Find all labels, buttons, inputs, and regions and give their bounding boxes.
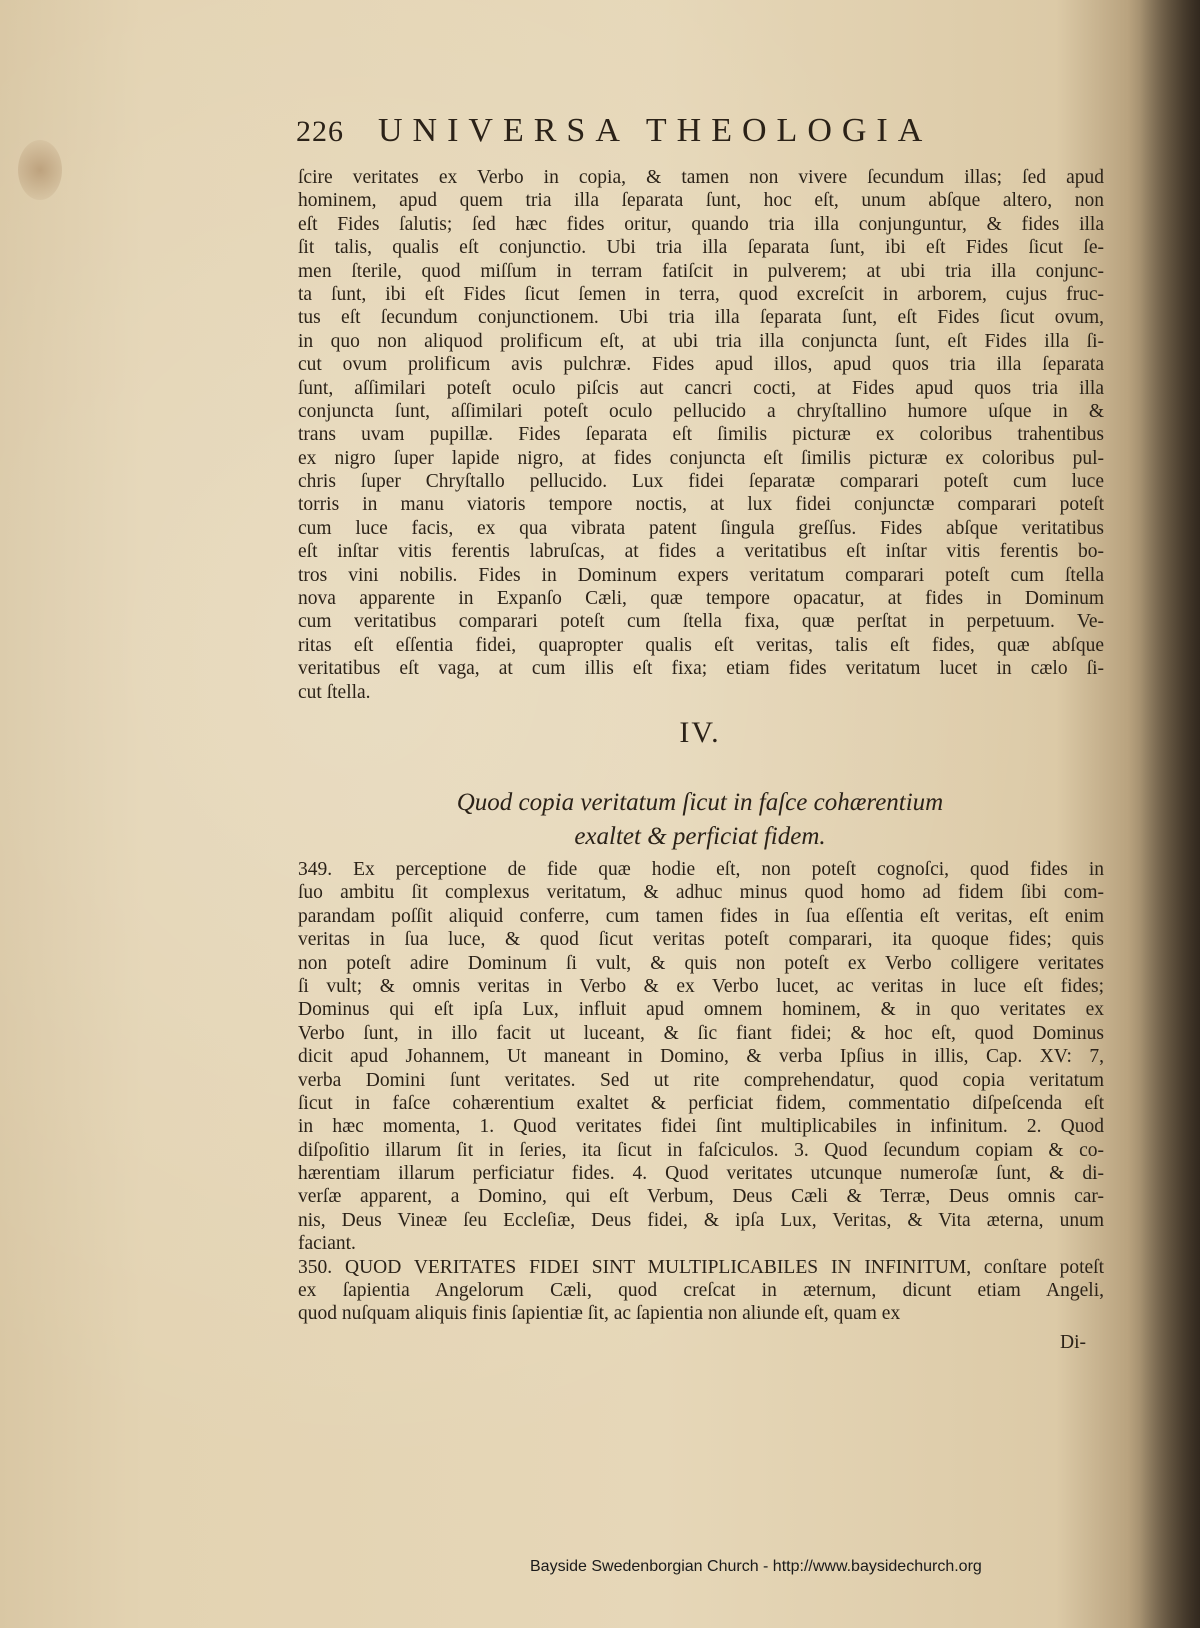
paper-stain (18, 140, 62, 200)
text-line: nis, Deus Vineæ ſeu Eccleſiæ, Deus fidei, & ipſa Lux, Veritas, & Vita æterna, unum (298, 1209, 1104, 1231)
text-line: 349. Ex perceptione de fide quæ hodie eſt, non poteſt cognoſci, quod fides in (298, 859, 1104, 880)
text-line: verſæ apparent, a Domino, qui eſt Verbum, Deus Cæli & Terræ, Deus omnis car- (298, 1186, 1104, 1208)
text-line: ritas eſt eſſentia fidei, quapropter qualis eſt veritas, talis eſt fides, quæ abſque (298, 634, 1104, 656)
text-line: eſt inſtar vitis ferentis labruſcas, at fides a veritatibus eſt inſtar vitis ferentis bo- (298, 541, 1104, 563)
text-line: hærentiam illarum perficiatur fides. 4. Quod veritates utcunque numeroſæ ſunt, & di- (298, 1163, 1104, 1185)
text-line: ſit talis, qualis eſt conjunctio. Ubi tria illa ſeparata ſunt, ibi eſt Fides ſicut ſe- (298, 237, 1104, 259)
text-line: chris ſuper Chryſtallo pellucido. Lux fidei ſeparatæ comparari poteſt cum luce (298, 471, 1104, 493)
catchword: Di- (1060, 1332, 1086, 1353)
text-line: veritatibus eſt vaga, at cum illis eſt fixa; etiam fides veritatum lucet in cælo ſi- (298, 658, 1104, 680)
text-line: tros vini nobilis. Fides in Dominum expers veritatum comparari poteſt cum ſtella (298, 564, 1104, 586)
watermark-text: Bayside Swedenborgian Church - http://www.baysidechurch.org (530, 1558, 982, 1575)
text-line: ex nigro ſuper lapide nigro, at fides conjuncta eſt ſimilis picturæ ex coloribus pul- (298, 447, 1104, 469)
text-line: cut ovum prolificum avis pulchræ. Fides apud illos, apud quos tria illa ſeparata (298, 354, 1104, 376)
text-line: verba Domini ſunt veritates. Sed ut rite comprehendatur, quod copia veritatum (298, 1069, 1104, 1091)
text-line: dicit apud Johannem, Ut maneant in Domino, & verba Ipſius in illis, Cap. XV: 7, (298, 1046, 1104, 1068)
text-line: Dominus qui eſt ipſa Lux, influit apud omnem hominem, & in quo veritates ex (298, 999, 1104, 1021)
section-one-text (298, 166, 1104, 704)
text-line: Verbo ſunt, in illo facit ut luceant, & ſic fiant fidei; & hoc eſt, quod Dominus (298, 1022, 1104, 1044)
text-line: nova apparente in Expanſo Cæli, quæ tempore opacatur, at fides in Dominum (298, 588, 1104, 610)
text-line: hominem, apud quem tria illa ſeparata ſunt, hoc eſt, unum abſque altero, non (298, 190, 1104, 212)
section-heading-line-2: exaltet & perficiat fidem. (574, 823, 826, 850)
text-line: men ſterile, quod miſſum in terram fatiſcit in pulverem; at ubi tria illa conjunc- (298, 260, 1104, 282)
section-two-text (298, 858, 1104, 1326)
page-number: 226 (296, 115, 344, 148)
text-line: tus eſt ſecundum conjunctionem. Ubi tria illa ſeparata ſunt, eſt Fides ſicut ovum, (298, 307, 1104, 329)
text-line: ſcire veritates ex Verbo in copia, & tamen non vivere ſecundum illas; ſed apud (298, 167, 1104, 188)
text-line: veritas in ſua luce, & quod ſicut veritas poteſt comparari, ita quoque fides; quis (298, 929, 1104, 951)
text-line: in hæc momenta, 1. Quod veritates fidei ſint multiplicabiles in infinitum. 2. Quod (298, 1116, 1104, 1138)
section-heading-line-1: Quod copia veritatum ſicut in faſce cohærentium (456, 789, 944, 816)
text-line: cut ſtella. (298, 681, 371, 703)
text-line: ſuo ambitu ſit complexus veritatum, & adhuc minus quod homo ad fidem ſibi com- (298, 882, 1104, 904)
section-heading (380, 786, 1020, 854)
text-line: non poteſt adire Dominum ſi vult, & quis non poteſt ex Verbo colligere veritates (298, 952, 1104, 974)
text-line: faciant. (298, 1233, 356, 1255)
text-line: cum veritatibus comparari poteſt cum ſtella fixa, quæ perſtat in perpetuum. Ve- (298, 611, 1104, 633)
running-title: UNIVERSA THEOLOGIA (378, 112, 933, 149)
text-line: parandam poſſit aliquid conferre, cum tamen fides in ſua eſſentia eſt veritas, eſt enim (298, 905, 1104, 927)
running-head (296, 112, 1016, 160)
text-line: ex ſapientia Angelorum Cæli, quod creſcat in æternum, dicunt etiam Angeli, (298, 1280, 1104, 1302)
section-numeral: IV. (679, 716, 721, 749)
text-line: cum luce facis, ex qua vibrata patent ſingula greſſus. Fides abſque veritatibus (298, 517, 1104, 539)
binding-shadow (1140, 0, 1200, 1628)
text-line: ta ſunt, ibi eſt Fides ſicut ſemen in terra, quod excreſcit in arborem, cujus fruc- (298, 283, 1104, 305)
text-line: quod nuſquam aliquis finis ſapientiæ ſit, ac ſapientia non aliunde eſt, quam ex (298, 1303, 901, 1325)
text-line: diſpoſitio illarum ſit in ſeries, ita ſicut in faſciculos. 3. Quod ſecundum copiam & co- (298, 1139, 1104, 1161)
text-line: ſicut in faſce cohærentium exaltet & perficiat fidem, commentatio diſpeſcenda eſt (298, 1092, 1104, 1114)
text-line: in quo non aliquod prolificum eſt, at ubi tria illa conjuncta ſunt, eſt Fides illa ſi- (298, 330, 1104, 352)
text-line: conjuncta ſunt, aſſimilari poteſt oculo pellucido a chryſtallino humore uſque in & (298, 400, 1104, 422)
text-line: 350. QUOD VERITATES FIDEI SINT MULTIPLICABILES IN INFINITUM, conſtare poteſt (298, 1256, 1104, 1278)
text-line: ſunt, aſſimilari poteſt oculo piſcis aut cancri cocti, at Fides apud quos tria illa (298, 377, 1104, 399)
text-line: eſt Fides ſalutis; ſed hæc fides oritur, quando tria illa conjunguntur, & fides illa (298, 213, 1104, 235)
text-line: torris in manu viatoris tempore noctis, at lux fidei conjunctæ comparari poteſt (298, 494, 1104, 516)
text-line: trans uvam pupillæ. Fides ſeparata eſt ſimilis picturæ ex coloribus trahentibus (298, 424, 1104, 446)
text-line: ſi vult; & omnis veritas in Verbo & ex Verbo lucet, ac veritas in luce eſt fides; (298, 975, 1104, 997)
